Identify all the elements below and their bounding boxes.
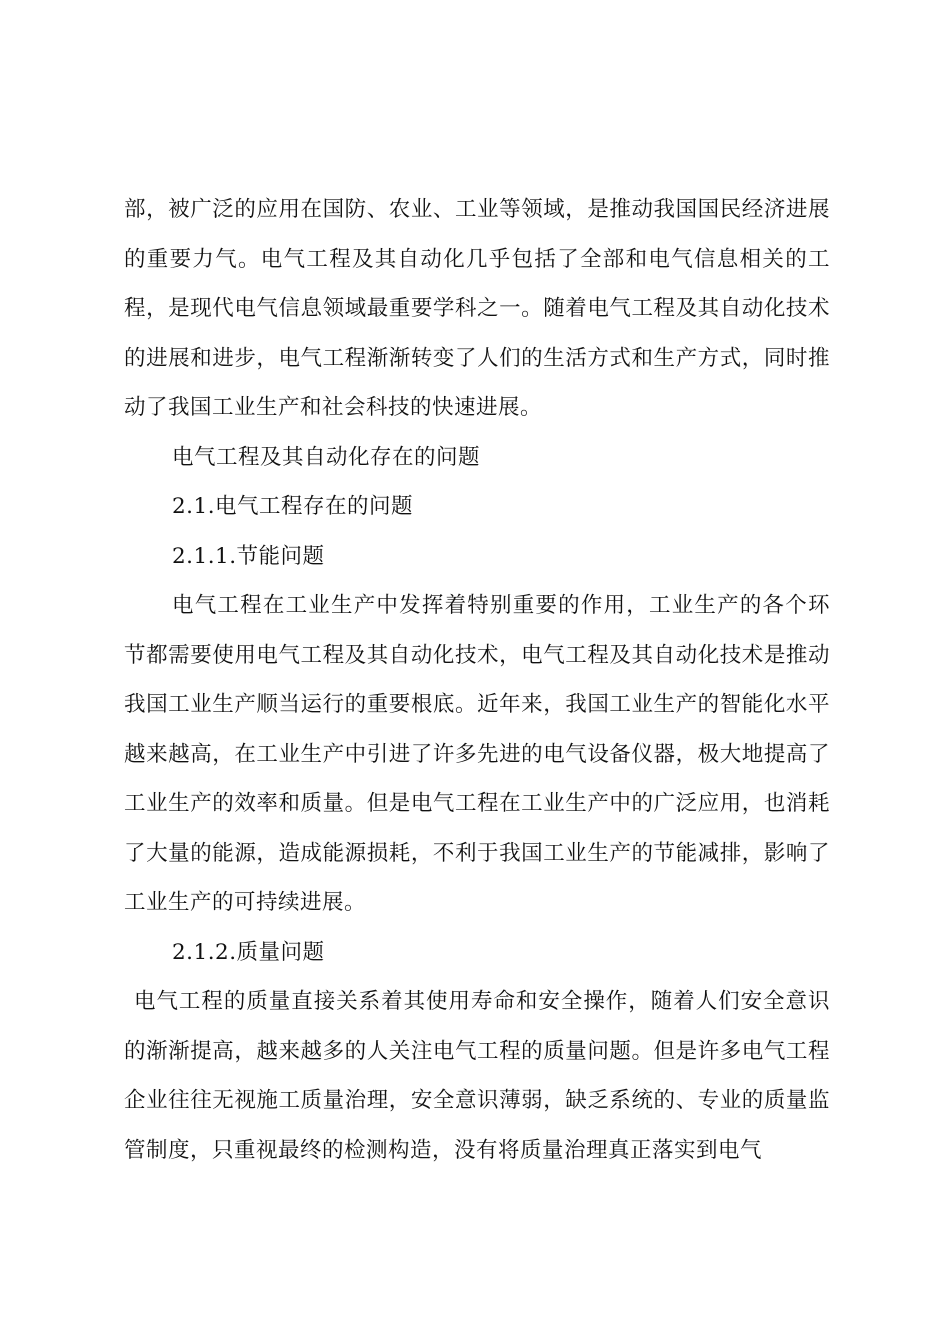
section-heading-problems: 电气工程及其自动化存在的问题 [172,444,481,470]
energy-paragraph: 电气工程在工业生产中发挥着特别重要的作用，工业生产的各个环节都需要使用电气工程及其自动化技术，电气工程及其自动化技术是推动我国工业生产顺当运行的重要根底。近年来，我国工业生产的智能化水平越来越高，在工业生产中引进了许多先进的电气设备仪器，极大地提高了工业生产的效率和质量。但是电气工程在工业生产中的广泛应用，也消耗了大量的能源，造成能源损耗，不利于我国工业生产的节能减排，影响了工业生产的可持续进展。 [124,593,830,915]
section-heading-2-1-1: 2.1.1.节能问题 [172,543,325,569]
section-heading-2-1-2: 2.1.2.质量问题 [172,939,325,965]
document-page [124,185,830,1175]
quality-paragraph: 电气工程的质量直接关系着其使用寿命和安全操作，随着人们安全意识的渐渐提高，越来越多的人关注电气工程的质量问题。但是许多电气工程企业往往无视施工质量治理，安全意识薄弱，缺乏系统的、专业的质量监管制度，只重视最终的检测构造，没有将质量治理真正落实到电气 [124,989,830,1163]
section-heading-2-1: 2.1.电气工程存在的问题 [172,494,414,519]
intro-paragraph: 部，被广泛的应用在国防、农业、工业等领域，是推动我国国民经济进展的重要力气。电气工程及其自动化几乎包括了全部和电气信息相关的工程，是现代电气信息领域最重要学科之一。随着电气工程及其自动化技术的进展和进步，电气工程渐渐转变了人们的生活方式和生产方式，同时推动了我国工业生产和社会科技的快速进展。 [124,197,830,420]
